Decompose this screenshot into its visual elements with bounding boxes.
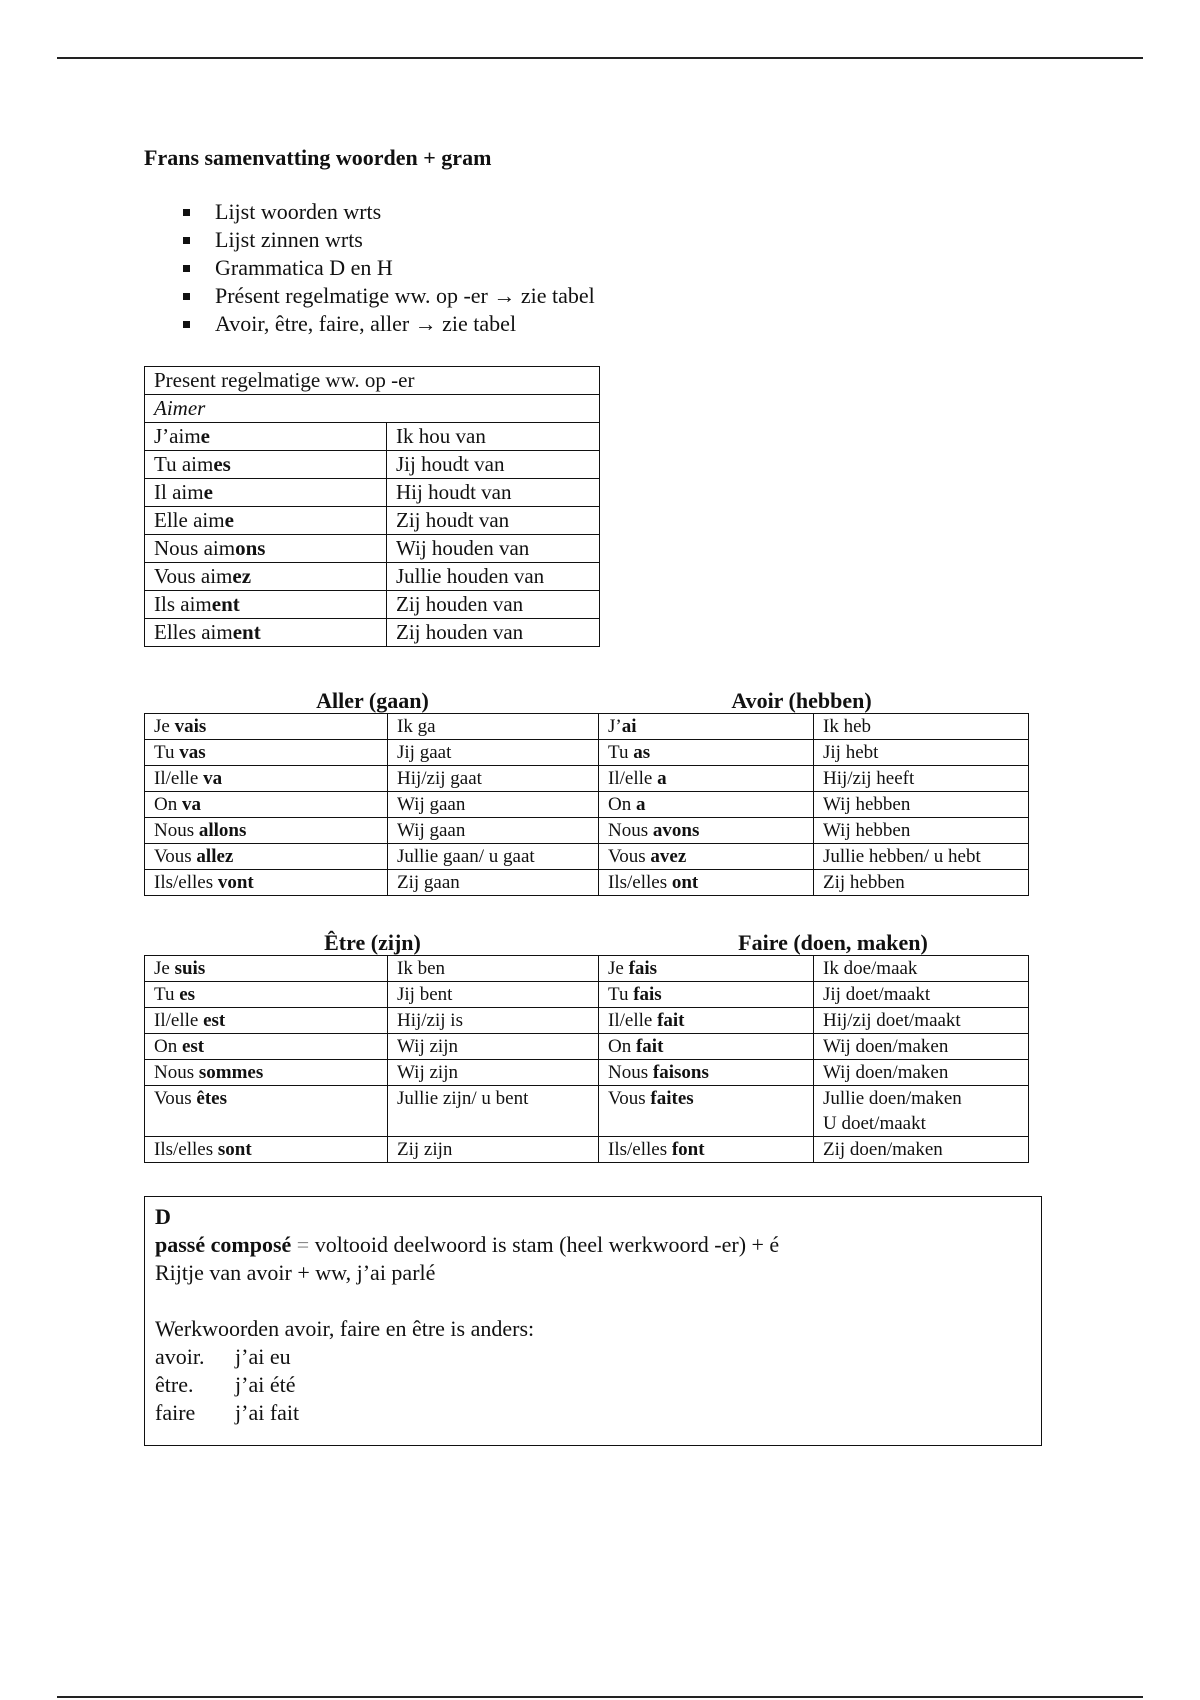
translation-text: Jij hebt <box>823 742 879 763</box>
pronoun: On <box>608 1036 636 1057</box>
translation-cell: Hij houdt van <box>387 479 600 507</box>
pronoun-form-cell <box>599 714 814 740</box>
translation-cell: Ik hou van <box>387 423 600 451</box>
pronoun-form-cell <box>145 870 388 896</box>
verb-form: sont <box>217 1139 252 1160</box>
verb-form: fais <box>633 984 662 1005</box>
verb-form: font <box>671 1139 705 1160</box>
etre-title: Être (zijn) <box>324 930 421 955</box>
translation-cell <box>814 844 1029 870</box>
pronoun: On <box>154 1036 182 1057</box>
table-row <box>145 956 1029 982</box>
translation-text: Zij hebben <box>823 872 905 893</box>
table-header-cell: Present regelmatige ww. op -er <box>145 367 600 395</box>
verb-ending: es <box>213 452 231 476</box>
list-item: Lijst zinnen wrts <box>183 226 595 254</box>
avoir-title: Avoir (hebben) <box>731 688 872 713</box>
pronoun: Il/elle <box>608 1010 658 1031</box>
translation-cell <box>814 818 1029 844</box>
pronoun-form-cell <box>599 818 814 844</box>
verb-ending: ent <box>211 592 240 616</box>
translation-cell <box>814 766 1029 792</box>
table-row <box>145 714 1029 740</box>
pronoun: Ils/elles <box>608 1139 672 1160</box>
box-heading: D <box>155 1204 171 1229</box>
translation-cell <box>814 956 1029 982</box>
pronoun: J’ <box>608 716 622 737</box>
list-item: Présent regelmatige ww. op -er → zie tabel <box>183 282 595 310</box>
pronoun-form-cell <box>599 956 814 982</box>
etre-faire-table <box>144 955 1029 1163</box>
table-row <box>145 792 1029 818</box>
pronoun: Nous <box>608 1062 653 1083</box>
table-row <box>145 982 1029 1008</box>
translation-cell <box>814 740 1029 766</box>
translation-text: Ik doe/maak <box>823 958 918 979</box>
translation-cell: Ik ga <box>388 714 599 740</box>
translation-cell: Wij gaan <box>388 792 599 818</box>
translation-cell: Jij bent <box>388 982 599 1008</box>
translation-text: U doet/maakt <box>823 1113 926 1134</box>
translation-cell: Jullie zijn/ u bent <box>388 1086 599 1137</box>
translation-cell: Jullie gaan/ u gaat <box>388 844 599 870</box>
pronoun: Vous <box>154 846 197 867</box>
pronoun: Tu <box>154 742 180 763</box>
translation-cell <box>814 982 1029 1008</box>
translation-cell: Hij/zij is <box>388 1008 599 1034</box>
translation-cell <box>814 1034 1029 1060</box>
pronoun: Vous <box>608 1088 651 1109</box>
example-verb: être. <box>155 1372 194 1397</box>
translation-cell: Zij gaan <box>388 870 599 896</box>
translation-cell: Zij houden van <box>387 619 600 647</box>
verb-form: ai <box>621 716 637 737</box>
verb-form: vas <box>179 742 206 763</box>
passe-compose-definition: voltooid deelwoord is stam (heel werkwoord -er) + é <box>314 1232 780 1257</box>
translation-cell: Wij zijn <box>388 1060 599 1086</box>
verb-form: faisons <box>652 1062 709 1083</box>
pronoun-form-cell <box>599 1060 814 1086</box>
verb-form: allez <box>196 846 234 867</box>
list-item: Lijst woorden wrts <box>183 198 595 226</box>
pronoun-form-cell <box>599 1086 814 1137</box>
translation-cell: Zij houden van <box>387 591 600 619</box>
pronoun-form-cell <box>599 982 814 1008</box>
pronoun-form-cell <box>145 740 388 766</box>
pronoun-form-cell <box>599 1137 814 1163</box>
table-row <box>145 1008 1029 1034</box>
table-row <box>145 451 600 479</box>
avoir-example-line: Rijtje van avoir + ww, j’ai parlé <box>155 1260 436 1285</box>
verb-form: es <box>179 984 196 1005</box>
verb-stem: J’aim <box>154 424 201 448</box>
aller-avoir-table <box>144 713 1029 896</box>
pronoun-form-cell <box>599 1008 814 1034</box>
table-row <box>145 740 1029 766</box>
pronoun-form-cell <box>145 818 388 844</box>
pronoun: On <box>608 794 636 815</box>
translation-cell <box>814 714 1029 740</box>
table-row <box>145 367 600 395</box>
pronoun-form-cell <box>145 982 388 1008</box>
conjugation-cell <box>145 563 387 591</box>
translation-cell <box>814 1060 1029 1086</box>
pronoun-form-cell <box>599 870 814 896</box>
verb-stem: Nous aim <box>154 536 236 560</box>
pronoun-form-cell <box>599 740 814 766</box>
pronoun-form-cell <box>145 1060 388 1086</box>
translation-cell: Jullie houden van <box>387 563 600 591</box>
pronoun: Tu <box>608 984 634 1005</box>
verb-ending: e <box>200 424 210 448</box>
verb-form: est <box>203 1010 226 1031</box>
pronoun: Il/elle <box>608 768 658 789</box>
pronoun: Ils/elles <box>154 872 218 893</box>
example-form: j’ai été <box>235 1372 296 1397</box>
verb-form: fait <box>635 1036 664 1057</box>
verb-stem: Il aim <box>154 480 204 504</box>
pronoun-form-cell <box>145 792 388 818</box>
translation-cell: Jij houdt van <box>387 451 600 479</box>
irregular-note: Werkwoorden avoir, faire en être is anders: <box>155 1316 535 1341</box>
table-row <box>145 423 600 451</box>
faire-title: Faire (doen, maken) <box>738 930 928 955</box>
verb-form: fais <box>628 958 658 979</box>
verb-form: a <box>657 768 667 789</box>
translation-cell <box>814 1137 1029 1163</box>
conjugation-cell <box>145 507 387 535</box>
translation-cell: Hij/zij gaat <box>388 766 599 792</box>
translation-cell: Jij gaat <box>388 740 599 766</box>
pronoun: On <box>154 794 182 815</box>
verb-form: avez <box>650 846 687 867</box>
example-line <box>155 1343 1031 1371</box>
translation-text: Wij doen/maken <box>823 1062 949 1083</box>
present-tense-table <box>144 366 600 647</box>
pronoun: Il/elle <box>154 768 204 789</box>
pronoun-form-cell <box>599 792 814 818</box>
pronoun: Tu <box>154 984 180 1005</box>
table-row <box>145 1060 1029 1086</box>
verb-form: sommes <box>198 1062 264 1083</box>
topic-list <box>183 198 595 338</box>
pronoun-form-cell <box>145 956 388 982</box>
translation-cell <box>814 792 1029 818</box>
pronoun-form-cell <box>145 1137 388 1163</box>
table-row <box>145 507 600 535</box>
table-row <box>145 844 1029 870</box>
pronoun: Ils/elles <box>608 872 672 893</box>
table-row <box>145 591 600 619</box>
verb-form: êtes <box>196 1088 228 1109</box>
pronoun-form-cell <box>599 1034 814 1060</box>
pronoun: Je <box>154 958 175 979</box>
verb-form: ont <box>671 872 699 893</box>
translation-cell: Wij gaan <box>388 818 599 844</box>
translation-cell: Zij houdt van <box>387 507 600 535</box>
table-row <box>145 870 1029 896</box>
aller-title: Aller (gaan) <box>316 688 429 713</box>
translation-cell: Wij houden van <box>387 535 600 563</box>
list-item: Avoir, être, faire, aller → zie tabel <box>183 310 595 338</box>
table-row <box>145 479 600 507</box>
example-verb: avoir. <box>155 1344 205 1369</box>
table-row <box>145 395 600 423</box>
list-item: Grammatica D en H <box>183 254 595 282</box>
verb-name-cell <box>145 395 600 423</box>
table-row <box>145 563 600 591</box>
verb-form: as <box>633 742 651 763</box>
example-form: j’ai fait <box>235 1400 300 1425</box>
pronoun-form-cell <box>599 766 814 792</box>
conjugation-cell <box>145 619 387 647</box>
conjugation-cell <box>145 535 387 563</box>
pronoun: Nous <box>154 1062 199 1083</box>
pronoun-form-cell <box>145 1008 388 1034</box>
pronoun: Vous <box>154 1088 197 1109</box>
table-row <box>145 1034 1029 1060</box>
translation-cell <box>814 870 1029 896</box>
equals-sign: = <box>291 1232 315 1257</box>
translation-cell <box>814 1086 1029 1137</box>
pronoun-form-cell <box>145 844 388 870</box>
verb-ending: e <box>203 480 213 504</box>
translation-text: Ik heb <box>823 716 872 737</box>
verb-form: vont <box>217 872 254 893</box>
page-title: Frans samenvatting woorden + gram <box>144 145 492 170</box>
verb-form: vais <box>174 716 207 737</box>
verb-stem: Tu aim <box>154 452 214 476</box>
verb-ending: e <box>224 508 234 532</box>
translation-text: Hij/zij doet/maakt <box>823 1010 961 1031</box>
header-rule <box>57 57 1143 59</box>
pronoun-form-cell <box>145 714 388 740</box>
pronoun-form-cell <box>599 844 814 870</box>
table-row <box>145 818 1029 844</box>
verb-form: a <box>635 794 646 815</box>
pronoun: Il/elle <box>154 1010 204 1031</box>
translation-text: Hij/zij heeft <box>823 768 915 789</box>
table-row <box>145 535 600 563</box>
translation-text: Zij doen/maken <box>823 1139 943 1160</box>
pronoun-form-cell <box>145 766 388 792</box>
translation-text: Jij doet/maakt <box>823 984 931 1005</box>
translation-text: Wij doen/maken <box>823 1036 949 1057</box>
verb-stem: Elles aim <box>154 620 233 644</box>
verb-form: suis <box>174 958 206 979</box>
pronoun-form-cell <box>145 1034 388 1060</box>
translation-cell <box>814 1008 1029 1034</box>
table-row <box>145 1137 1029 1163</box>
verb-ending: ons <box>235 536 266 560</box>
pronoun: Nous <box>154 820 199 841</box>
verb-form: va <box>181 794 201 815</box>
pronoun: Ils/elles <box>154 1139 218 1160</box>
translation-cell: Zij zijn <box>388 1137 599 1163</box>
verb-form: allons <box>198 820 247 841</box>
verb-form: fait <box>657 1010 685 1031</box>
grammar-box-d <box>144 1196 1042 1446</box>
verb-ending: ez <box>232 564 252 588</box>
example-line <box>155 1371 1031 1399</box>
pronoun: Je <box>154 716 175 737</box>
translation-cell: Wij zijn <box>388 1034 599 1060</box>
verb-form: avons <box>652 820 700 841</box>
table-row <box>145 619 600 647</box>
pronoun: Tu <box>608 742 634 763</box>
conjugation-cell <box>145 479 387 507</box>
translation-text: Wij hebben <box>823 794 911 815</box>
verb-stem: Elle aim <box>154 508 225 532</box>
verb-form: faites <box>650 1088 694 1109</box>
example-line <box>155 1399 1031 1427</box>
table-row <box>145 766 1029 792</box>
translation-text: Wij hebben <box>823 820 911 841</box>
pronoun-form-cell <box>145 1086 388 1137</box>
footer-rule <box>57 1696 1143 1698</box>
verb-name: Aimer <box>154 396 206 420</box>
translation-text: Jullie hebben/ u hebt <box>823 846 981 867</box>
verb-ending: ent <box>232 620 261 644</box>
conjugation-cell <box>145 451 387 479</box>
table-row <box>145 1086 1029 1137</box>
verb-stem: Ils aim <box>154 592 212 616</box>
conjugation-cell <box>145 423 387 451</box>
example-verb: faire <box>155 1400 196 1425</box>
conjugation-cell <box>145 591 387 619</box>
verb-form: va <box>203 768 223 789</box>
verb-form: est <box>181 1036 205 1057</box>
verb-stem: Vous aim <box>154 564 233 588</box>
passe-compose-term: passé composé <box>155 1232 292 1257</box>
example-form: j’ai eu <box>235 1344 291 1369</box>
translation-text: Jullie doen/maken <box>823 1088 962 1109</box>
pronoun: Je <box>608 958 629 979</box>
pronoun: Vous <box>608 846 651 867</box>
translation-cell: Ik ben <box>388 956 599 982</box>
pronoun: Nous <box>608 820 653 841</box>
